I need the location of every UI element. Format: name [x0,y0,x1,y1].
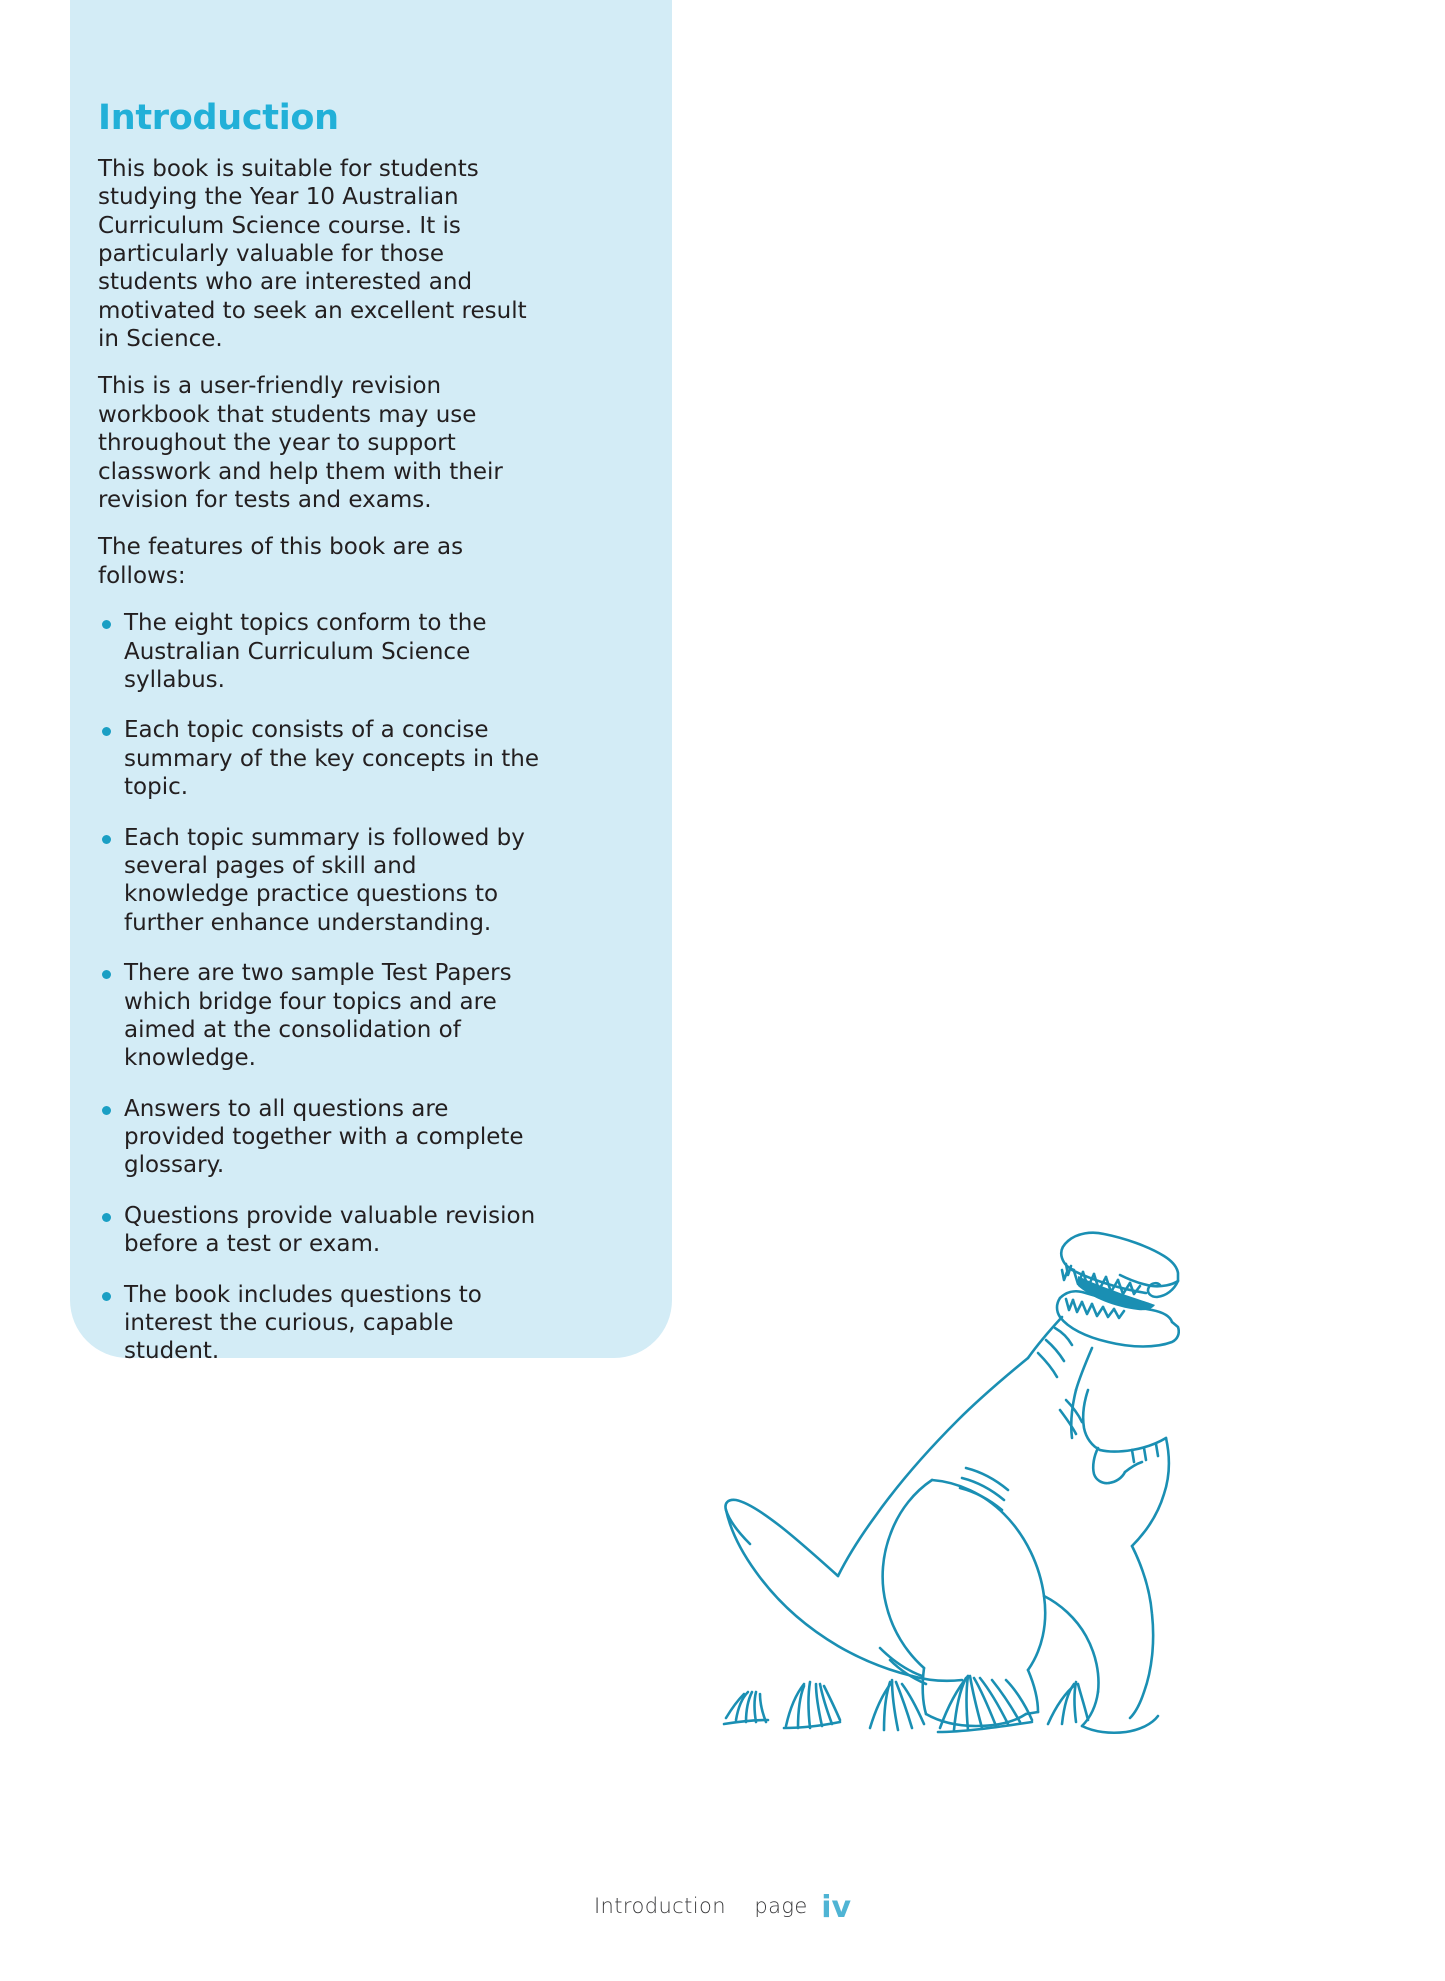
intro-paragraph-3: The features of this book are as follows: [98,534,464,589]
page-number: iv [821,1890,852,1925]
list-item: Each topic summary is followed by several pages of skill and knowledge practice questions to further enhance understanding. [98,824,543,938]
list-item: There are two sample Test Papers which bridge four topics and are aimed at the consolidation of knowledge. [98,959,543,1073]
page-footer [0,1886,1445,1925]
list-item: Answers to all questions are provided together with a complete glossary. [98,1095,543,1180]
introduction-panel [70,0,672,1365]
intro-paragraph-1: This book is suitable for students studying the Year 10 Australian Curriculum Science course. It is particularly valuable for those students who are interested and motivated to seek an excellent result in Science. [98,155,527,353]
list-item: Each topic consists of a concise summary of the key concepts in the topic. [98,716,543,801]
dinosaur-illustration [700,1180,1180,1800]
features-list [98,609,543,1366]
tyrannosaurus-rex-icon [700,1180,1180,1800]
list-item: The eight topics conform to the Australian Curriculum Science syllabus. [98,609,543,694]
introduction-content [98,100,598,1388]
list-item: Questions provide valuable revision before a test or exam. [98,1202,543,1259]
page-title: Introduction [98,98,339,138]
footer-section-label: Introduction [593,1894,726,1918]
intro-paragraph-2: This is a user-friendly revision workbook that students may use throughout the year to support classwork and help them with their revision for tests and exams. [98,373,503,514]
list-item: The book includes questions to interest the curious, capable student. [98,1281,543,1366]
footer-page-label: page [754,1894,808,1918]
